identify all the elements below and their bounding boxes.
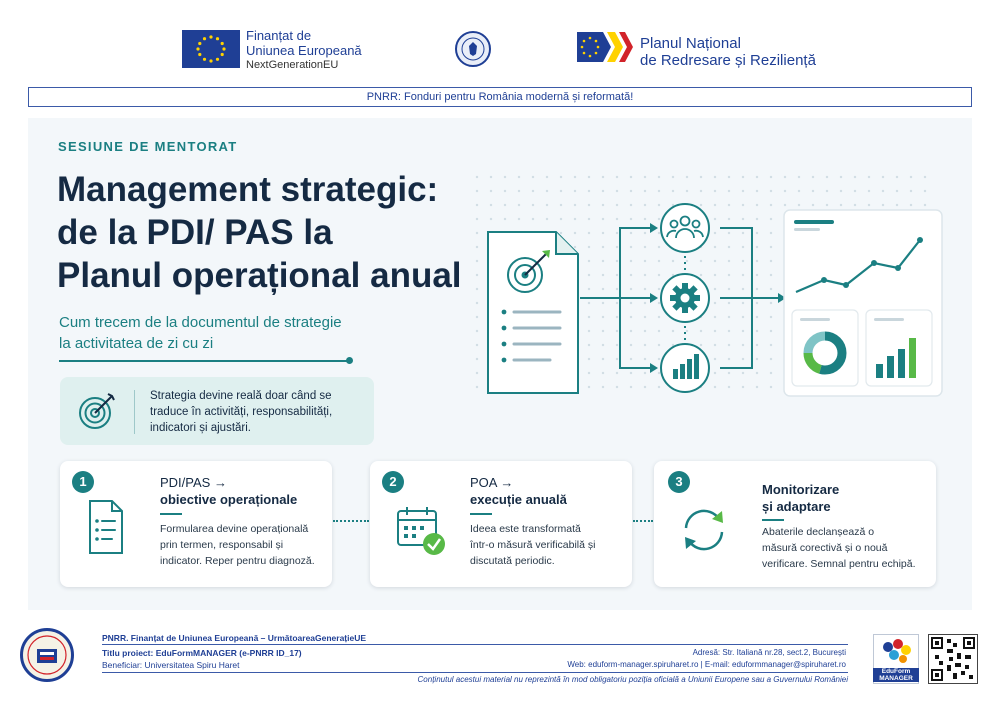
callout-line-2: traduce în activități, responsabilități,: [150, 406, 333, 418]
subtitle: [59, 312, 419, 354]
step-1-number: 1: [72, 471, 94, 493]
step-3-text-line-1: Abaterile declanșează o: [762, 526, 875, 538]
eduform-manager-label: [873, 668, 919, 682]
footer-rule-top: [102, 644, 848, 645]
step-connector-2: [633, 520, 653, 522]
step-2-text-line-2: într-o măsură verificabilă și: [470, 539, 596, 551]
step-3-title-b: și adaptare: [762, 499, 831, 514]
footer-disclaimer: Conținutul acestui material nu reprezintă în mod obligatoriu poziția oficială a Uniunii Europene sau a Guvernului României: [417, 675, 848, 684]
calendar-check-icon: [394, 503, 448, 557]
beneficiary-value: Universitatea Spiru Haret: [144, 660, 240, 670]
step-2-rule: [470, 513, 492, 515]
step-1-title: [160, 474, 320, 508]
step-3-rule: [762, 519, 784, 521]
target-icon: [74, 388, 120, 434]
step-2-text: [470, 521, 625, 569]
step-2-title: [470, 474, 620, 508]
government-seal-logo: [455, 31, 491, 67]
callout-line-3: indicatori și ajustări.: [150, 422, 251, 434]
callout-separator: [134, 390, 135, 434]
step-3-title: [762, 481, 922, 515]
title-line-3: Planul operațional anual: [57, 256, 462, 295]
step-1-rule: [160, 513, 182, 515]
bar-chart-icon: [661, 344, 709, 392]
step-1-text: [160, 521, 325, 569]
eu-line-2: Uniunea Europeană: [246, 43, 362, 58]
title-line-1: Management strategic:: [57, 170, 439, 209]
team-icon: [661, 204, 709, 252]
step-1-text-line-3: indicator. Reper pentru diagnoză.: [160, 555, 315, 567]
footer-web-email[interactable]: Web: eduform-manager.spiruharet.ro | E-mail: eduformmanager@spiruharet.ro: [567, 660, 846, 669]
footer-address: Adresă: Str. Italiană nr.28, sect.2, București: [692, 648, 846, 657]
step-connector-1: [333, 520, 369, 522]
step-2-title-b: execuție anuală: [470, 492, 567, 507]
step-3-text-line-3: verificare. Semnal pentru echipă.: [762, 558, 916, 570]
gear-icon: [661, 274, 709, 322]
step-2-text-line-3: discutată periodic.: [470, 555, 555, 567]
project-label: Titlu proiect:: [102, 648, 154, 658]
step-3-number: 3: [668, 471, 690, 493]
step-1-title-a: PDI/PAS →: [160, 475, 227, 490]
footer-rule-bottom: [102, 672, 848, 673]
subtitle-underline-dot: [346, 357, 353, 364]
callout-line-1: Strategia devine reală doar când se: [150, 390, 332, 402]
eu-line-1: Finanțat de: [246, 28, 312, 43]
callout-text: [150, 388, 365, 436]
eduform-label-2: MANAGER: [879, 675, 913, 682]
strategy-document-icon: [488, 232, 578, 393]
subtitle-line-2: la activitatea de zi cu zi: [59, 335, 214, 352]
pnrr-line-1: Planul Național: [640, 35, 741, 52]
step-1-title-b: obiective operaționale: [160, 492, 298, 507]
eu-line-3: NextGenerationEU: [246, 59, 339, 71]
title-line-2: de la PDI/ PAS la: [57, 213, 333, 252]
step-2-title-a: POA →: [470, 475, 514, 490]
beneficiary-label: Beneficiar:: [102, 660, 143, 670]
step-2-text-line-1: Ideea este transformată: [470, 523, 581, 535]
subtitle-line-1: Cum trecem de la documentul de strategie: [59, 314, 342, 331]
qr-code[interactable]: [928, 634, 978, 684]
eu-flag-logo: [182, 30, 240, 68]
slogan-banner: PNRR: Fonduri pentru România modernă și reformată!: [28, 87, 972, 107]
pnrr-text: [640, 35, 816, 69]
step-1-text-line-2: prin termen, responsabil și: [160, 539, 284, 551]
step-3-text: [762, 524, 930, 572]
step-3-text-line-2: măsură corectivă și o nouă: [762, 542, 888, 554]
subtitle-underline: [59, 360, 349, 362]
footer-contact: [520, 647, 846, 671]
session-kicker: SESIUNE DE MENTORAT: [58, 139, 238, 154]
step-3-title-a: Monitorizare: [762, 482, 840, 497]
strategy-flow-diagram: [480, 188, 950, 408]
pnrr-line-2: de Redresare și Reziliență: [640, 52, 816, 69]
step-1-text-line-1: Formularea devine operațională: [160, 523, 309, 535]
eu-funding-text: [246, 28, 362, 73]
footer-project-info: [102, 647, 302, 671]
step-2-number: 2: [382, 471, 404, 493]
project-value: EduFormMANAGER (e-PNRR ID_17): [155, 648, 302, 658]
refresh-cycle-icon: [676, 502, 732, 558]
footer-funding-line: PNRR. Finanțat de Uniunea Europeană – UrmătoareaGenerațieUE: [102, 633, 367, 643]
page-title: [57, 168, 497, 297]
university-logo: [20, 628, 74, 682]
dashboard-icon: [784, 210, 942, 396]
eduform-label-1: EduForm: [881, 668, 911, 675]
pnrr-logo: [577, 30, 635, 64]
document-list-icon: [82, 497, 128, 557]
